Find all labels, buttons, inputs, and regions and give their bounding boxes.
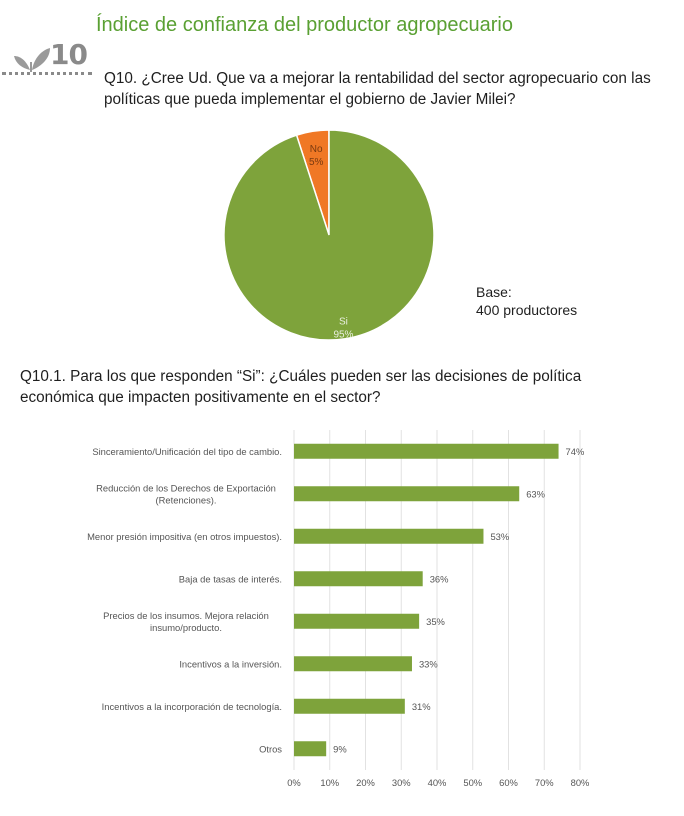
pie-label-no: No — [309, 144, 323, 156]
x-tick-label: 80% — [570, 777, 590, 788]
bar-value-label: 63% — [526, 488, 545, 500]
category-label: Incentivos a la incorporación de tecnología. — [101, 700, 282, 712]
x-tick-label: 50% — [463, 777, 483, 788]
category-label: Sinceramiento/Unificación del tipo de cambio. — [92, 445, 282, 457]
page-title: Índice de confianza del productor agropecuario — [96, 14, 513, 36]
x-tick-label: 20% — [356, 777, 375, 788]
x-tick-label: 30% — [391, 777, 411, 788]
bar-value-label: 35% — [426, 615, 445, 627]
pie-value-si: 95% — [333, 329, 354, 341]
category-label: Baja de tasas de interés. — [178, 573, 282, 585]
bar — [294, 699, 405, 714]
x-tick-label: 0% — [287, 777, 301, 788]
bar-value-label: 9% — [333, 743, 347, 755]
bar-value-label: 31% — [411, 700, 431, 712]
pie-label-si: Si — [339, 316, 348, 328]
bar — [294, 741, 326, 756]
x-tick-label: 70% — [534, 777, 554, 788]
bar-value-label: 53% — [490, 530, 510, 542]
base-label: Base: — [476, 284, 512, 300]
category-label: Incentivos a la inversión. — [179, 658, 282, 670]
x-tick-label: 40% — [427, 777, 447, 788]
question-10: Q10. ¿Cree Ud. Que va a mejorar la rentabilidad del sector agropecuario con las políticas que pueda implementar el gobierno de Javier Milei? — [104, 70, 651, 108]
page-number: 10 — [50, 38, 87, 71]
bar — [294, 529, 483, 544]
bar-value-label: 74% — [565, 445, 585, 457]
bar — [294, 614, 419, 629]
x-tick-label: 60% — [499, 777, 518, 788]
question-10-1: Q10.1. Para los que responden “Si”: ¿Cuáles pueden ser las decisiones de política económica que impacten positivamente en el sector? — [20, 368, 582, 406]
bar-value-label: 36% — [429, 573, 449, 585]
bar — [294, 656, 412, 671]
category-label: Otros — [259, 743, 282, 755]
category-label: Precios de los insumos. Mejora relación insumo/producto. — [103, 609, 269, 633]
x-tick-label: 10% — [320, 777, 340, 788]
pie-value-no: 5% — [308, 157, 324, 169]
category-label: Menor presión impositiva (en otros impuestos). — [87, 530, 282, 542]
bar — [294, 444, 559, 459]
base-value: 400 productores — [476, 302, 578, 318]
bar — [294, 571, 423, 586]
bar-value-label: 33% — [418, 658, 438, 670]
bar — [294, 486, 519, 501]
category-label: Reducción de los Derechos de Exportación (Retenciones). — [96, 482, 276, 506]
